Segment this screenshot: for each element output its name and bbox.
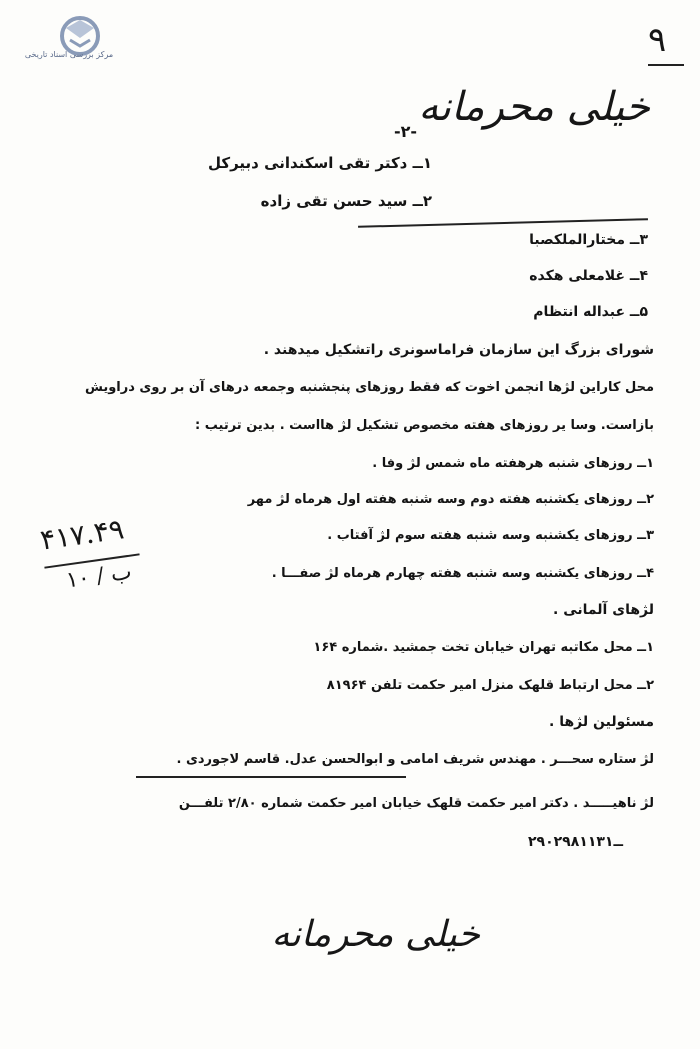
member-4: ۴ــ غلامعلی هکده — [529, 268, 648, 284]
section-marker: -۲- — [394, 122, 418, 141]
margin-note-code: ۱۰ / ب — [64, 559, 134, 594]
logo-caption: مرکز بررسی اسناد تاریخی — [24, 50, 114, 59]
archive-logo — [40, 14, 120, 74]
body-paragraph-3: بازاست. وسا یر روزهای هفته مخصوص تشکیل لژ هااست . بدین ترتیب : — [195, 418, 654, 433]
schedule-item-1: ۱ــ روزهای شنبه هرهفته ماه شمس لژ وفا . — [372, 456, 654, 471]
schedule-item-4: ۴ــ روزهای یکشنبه وسه شنبه هفته چهارم هرماه لژ صفـــا . — [271, 566, 654, 581]
schedule-item-3: ۳ــ روزهای یکشنبه وسه شنبه هفته سوم لژ آفتاب . — [327, 528, 654, 543]
officials-item-2: لژ ناهیـــــد . دکتر امیر حکمت قلهک خیابان امیر حکمت شماره ۲/۸۰ تلفـــن — [178, 796, 654, 811]
member-2: ۲ــ سید حسن تقی زاده — [260, 192, 432, 210]
classification-bottom: خیلی محرمانه — [271, 914, 480, 955]
page-number: ۹ — [648, 20, 667, 60]
german-item-2: ۲ــ محل ارتباط قلهک منزل امیر حکمت تلفن ۸۱۹۶۴ — [326, 678, 654, 693]
member-1: ۱ــ دکتر تقی اسکندانی دبیرکل — [207, 154, 432, 172]
member-5: ۵ــ عبداله انتظام — [533, 304, 648, 320]
german-heading: لژهای آلمانی . — [553, 602, 654, 618]
margin-note-number: ۴۱۷.۴۹ — [38, 512, 126, 557]
member-underline — [358, 218, 648, 227]
page-number-underline — [648, 64, 684, 66]
officials-heading: مسئولین لژها . — [549, 714, 654, 730]
schedule-item-2: ۲ــ روزهای یکشنبه هفته دوم وسه شنبه هفته اول هرماه لژ مهر — [247, 492, 654, 507]
member-3: ۳ــ مختارالملکصبا — [529, 232, 648, 248]
body-paragraph-2: محل کاراین لژها انجمن اخوت که فقط روزهای پنجشنبه وجمعه درهای آن بر روی دراویش — [84, 380, 654, 395]
officials-item-1: لژ ستاره سحـــر . مهندس شریف امامی و ابوالحسن عدل. قاسم لاجوردی . — [176, 752, 654, 767]
officials-underline — [136, 776, 406, 778]
phone-line: ۲۹۰۲۹ــ۸۱۱۳۱ — [528, 834, 624, 850]
body-paragraph-1: شورای بزرگ این سازمان فراماسونری راتشکیل میدهند . — [263, 342, 654, 358]
german-item-1: ۱ــ محل مکاتبه تهران خیابان تخت جمشید .شماره ۱۶۴ — [313, 640, 654, 655]
classification-top: خیلی محرمانه — [418, 84, 650, 130]
